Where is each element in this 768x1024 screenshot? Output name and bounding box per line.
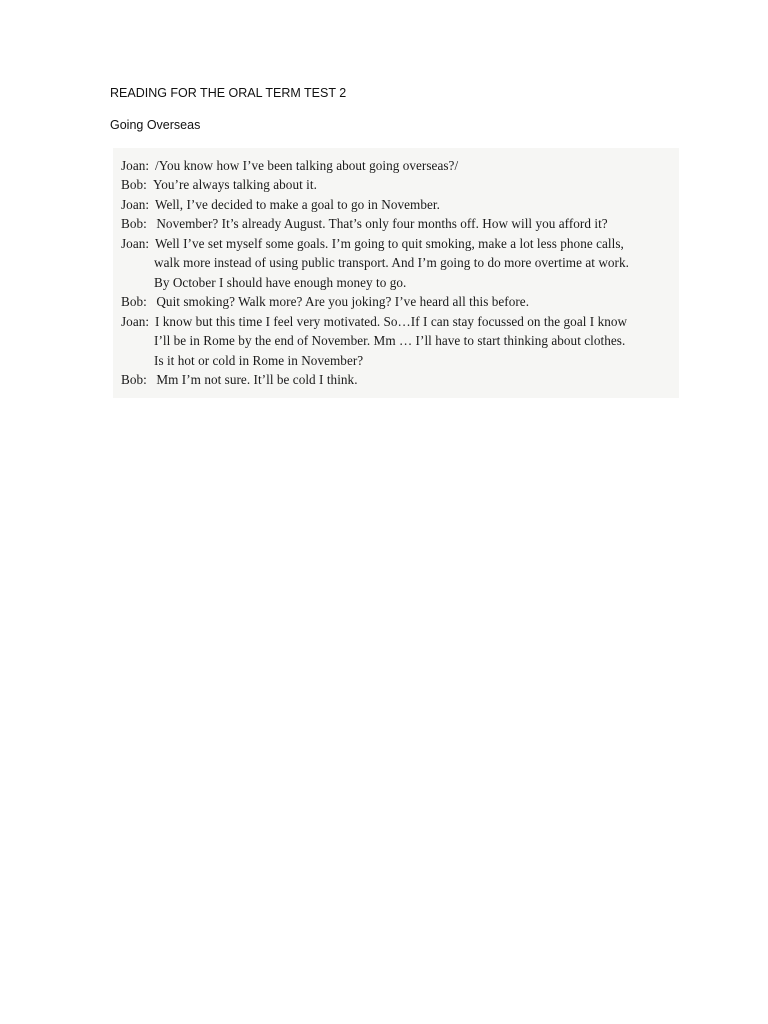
- page-title: READING FOR THE ORAL TERM TEST 2: [110, 86, 347, 100]
- page-subtitle: Going Overseas: [110, 118, 201, 132]
- dialogue-text: By October I should have enough money to go.: [154, 275, 407, 290]
- speaker-label: Bob:: [121, 216, 147, 231]
- dialogue-line: [121, 177, 317, 193]
- dialogue-line: [121, 197, 440, 213]
- dialogue-line: [154, 353, 363, 369]
- dialogue-line: [154, 333, 625, 349]
- scanned-dialogue-image: [113, 148, 679, 398]
- speaker-label: Bob:: [121, 372, 147, 387]
- dialogue-line: [154, 275, 406, 291]
- dialogue-line: [121, 314, 627, 330]
- dialogue-line: [121, 236, 624, 252]
- dialogue-text: Is it hot or cold in Rome in November?: [154, 353, 364, 368]
- dialogue-text: You’re always talking about it.: [153, 177, 317, 192]
- speaker-label: Joan:: [121, 197, 150, 212]
- dialogue-text: I know but this time I feel very motivated. So…If I can stay focussed on the goal I know: [155, 314, 628, 329]
- dialogue-text: Mm I’m not sure. It’ll be cold I think.: [153, 372, 358, 387]
- speaker-label: Joan:: [121, 314, 150, 329]
- speaker-label: Joan:: [121, 236, 150, 251]
- dialogue-line: [121, 158, 458, 174]
- dialogue-text: /You know how I’ve been talking about going overseas?/: [155, 158, 459, 173]
- dialogue-line: [121, 216, 608, 232]
- dialogue-text: walk more instead of using public transport. And I’m going to do more overtime at work.: [154, 255, 629, 270]
- dialogue-text: November? It’s already August. That’s only four months off. How will you afford it?: [153, 216, 608, 231]
- dialogue-line: [121, 372, 358, 388]
- dialogue-text: Well I’ve set myself some goals. I’m going to quit smoking, make a lot less phone calls,: [155, 236, 624, 251]
- dialogue-text: I’ll be in Rome by the end of November. Mm … I’ll have to start thinking about clothes.: [154, 333, 626, 348]
- speaker-label: Bob:: [121, 294, 147, 309]
- dialogue-line: [154, 255, 629, 271]
- speaker-label: Joan:: [121, 158, 150, 173]
- speaker-label: Bob:: [121, 177, 147, 192]
- dialogue-line: [121, 294, 529, 310]
- dialogue-text: Quit smoking? Walk more? Are you joking? I’ve heard all this before.: [153, 294, 530, 309]
- dialogue-text: Well, I’ve decided to make a goal to go in November.: [155, 197, 440, 212]
